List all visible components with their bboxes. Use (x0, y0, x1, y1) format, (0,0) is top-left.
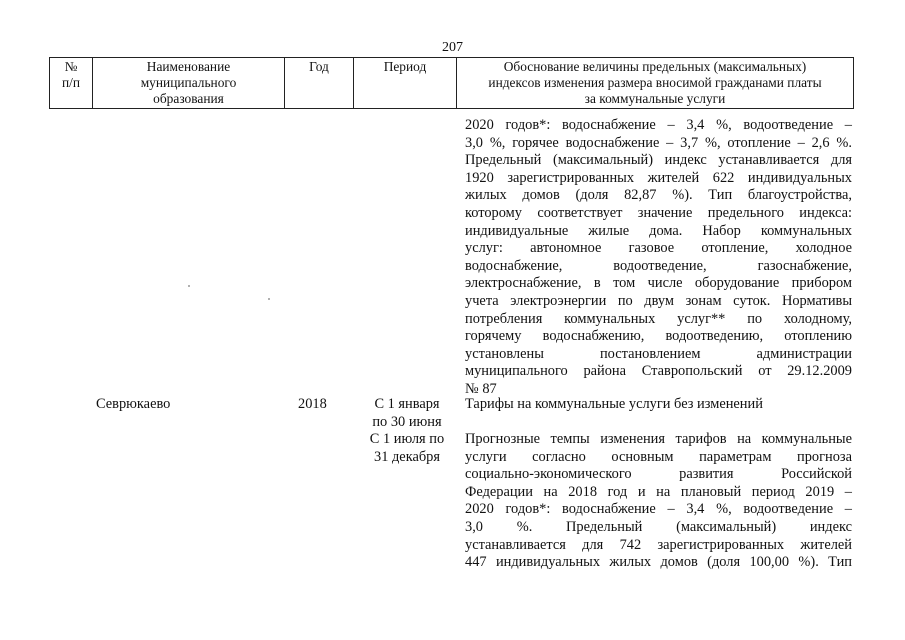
basis-text-continued (465, 117, 852, 399)
text-line: Предельный (максимальный) индекс устанавливается для (465, 152, 852, 169)
header-num-line: № (64, 59, 78, 74)
text-line: 3,0 %, горячее водоснабжение – 3,7 %, отопление – 2,6 %. (465, 134, 852, 151)
header-name-line: Наименование (146, 59, 231, 74)
header-basis-line: индексов изменения размера вносимой гражданами платы (488, 75, 822, 90)
header-period: Период (354, 58, 457, 109)
text-line: жилых домов (доля 82,87 %). Тип благоустройства, (465, 187, 852, 204)
header-num (50, 58, 93, 109)
header-basis-line: Обоснование величины предельных (максимальных) (503, 59, 807, 74)
header-num-line: п/п (61, 75, 81, 90)
page-number: 207 (442, 40, 463, 55)
text-line: социально-экономического развития Российской (465, 466, 852, 483)
text-line: услуг: автономное газовое отопление, холодное (465, 240, 852, 257)
header-name-line: образования (153, 91, 224, 106)
text-line: муниципального района Ставропольский от 29.12.2009 (465, 363, 852, 380)
scan-speck (188, 285, 190, 287)
scan-speck (268, 298, 270, 300)
basis-text-second-half (465, 431, 852, 572)
text-line: которому соответствует значение предельного индекса: (465, 204, 852, 221)
period-line: 31 декабря (374, 448, 440, 465)
text-line: 2020 годов*: водоснабжение – 3,4 %, водоотведение – (465, 117, 852, 133)
period-second-half (364, 431, 450, 466)
text-line: потребления коммунальных услуг** по холодному, (465, 310, 852, 327)
period-first-half (364, 396, 450, 431)
year-value: 2018 (298, 396, 327, 412)
table-header (49, 57, 854, 109)
text-line: устанавливается для 742 зарегистрированных жителей (465, 536, 852, 553)
text-line: водоснабжение, водоотведение, газоснабжение, (465, 257, 852, 274)
text-line: Федерации на 2018 год и на плановый период 2019 – (465, 483, 852, 500)
header-name (93, 58, 285, 109)
text-line: № 87 (465, 380, 497, 397)
text-line: установлены постановлением администрации (465, 345, 852, 362)
text-line: индивидуальные жилые дома. Набор коммунальных (465, 222, 852, 239)
text-line: услуги согласно основным параметрам прогноза (465, 448, 852, 465)
header-basis (457, 58, 854, 109)
period-line: С 1 января (374, 396, 440, 412)
period-line: С 1 июля по (369, 431, 445, 447)
header-name-line: муниципального (140, 75, 237, 90)
text-line: электроснабжение, в том числе оборудование прибором (465, 275, 852, 292)
text-line: 1920 зарегистрированных жителей 622 индивидуальных (465, 169, 852, 186)
text-line: 2020 годов*: водоснабжение – 3,4 %, водоотведение – (465, 501, 852, 518)
text-line: учета электроэнергии по двум зонам суток. Нормативы (465, 292, 852, 309)
municipality-name: Севрюкаево (96, 396, 171, 412)
text-line: Прогнозные темпы изменения тарифов на коммунальные (465, 431, 852, 447)
header-basis-line: за коммунальные услуги (584, 91, 726, 106)
text-line: 447 индивидуальных жилых домов (доля 100,00 %). Тип (465, 554, 852, 571)
period-line: по 30 июня (372, 413, 442, 430)
text-line: 3,0 %. Предельный (максимальный) индекс (465, 518, 852, 535)
basis-text-first-half: Тарифы на коммунальные услуги без изменений (465, 396, 763, 412)
header-year: Год (285, 58, 354, 109)
text-line: горячему водоснабжению, водоотведению, отоплению (465, 328, 852, 345)
